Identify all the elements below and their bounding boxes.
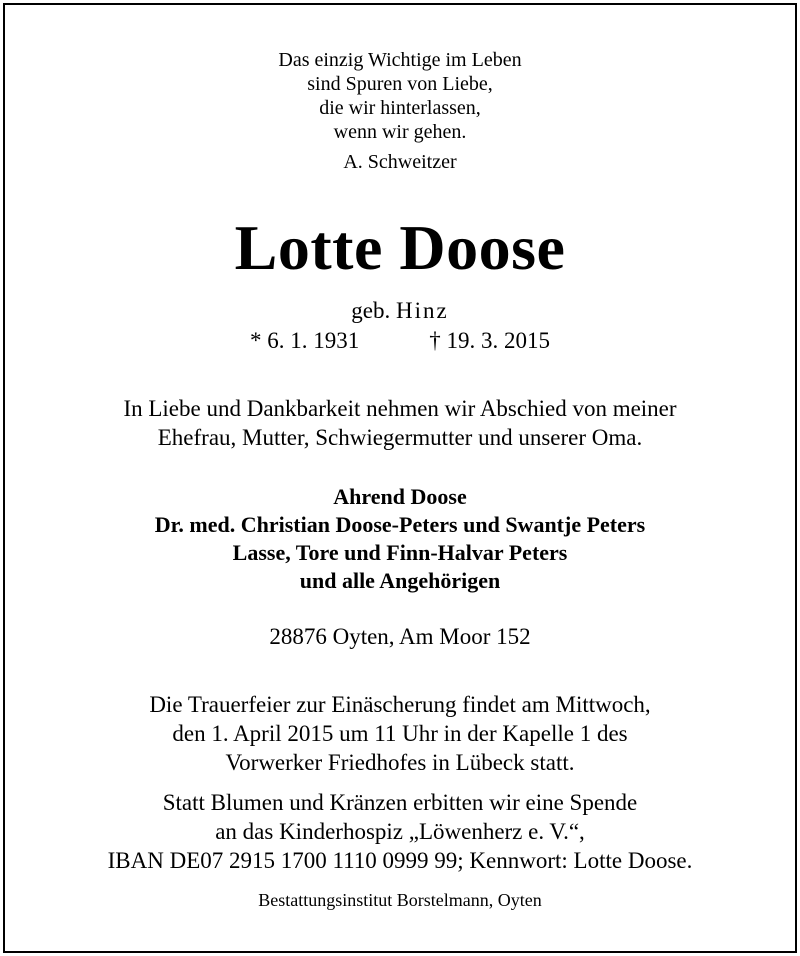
quote-line: wenn wir gehen. (333, 121, 467, 143)
donation-line: IBAN DE07 2915 1700 1110 0999 99; Kennwort: Lotte Doose. (107, 848, 693, 873)
quote-author: A. Schweitzer (343, 151, 457, 173)
funeral-home: Bestattungsinstitut Borstelmann, Oyten (258, 890, 542, 910)
service-info (0, 690, 800, 777)
quote (0, 48, 800, 144)
mourner: Lasse, Tore und Finn-Halvar Peters (232, 540, 568, 565)
donation-line: Statt Blumen und Kränzen erbitten wir eine Spende (162, 790, 638, 815)
farewell-line: Ehefrau, Mutter, Schwiegermutter und unserer Oma. (157, 425, 643, 450)
mourner: und alle Angehörigen (299, 568, 501, 593)
farewell-line: In Liebe und Dankbarkeit nehmen wir Abschied von meiner (123, 396, 677, 421)
quote-line: die wir hinterlassen, (319, 97, 481, 119)
donation-line: an das Kinderhospiz „Löwenherz e. V.“, (215, 819, 585, 844)
mourner: Dr. med. Christian Doose-Peters und Swantje Peters (154, 512, 646, 537)
death-date: † 19. 3. 2015 (429, 328, 550, 353)
farewell-text (0, 394, 800, 452)
quote-line: sind Spuren von Liebe, (307, 73, 493, 95)
birth-date: * 6. 1. 1931 (250, 328, 360, 353)
born-name: Hinz (396, 298, 449, 323)
service-line: Vorwerker Friedhofes in Lübeck statt. (225, 750, 575, 775)
donation-info (0, 788, 800, 875)
life-dates (0, 327, 800, 355)
quote-line: Das einzig Wichtige im Leben (278, 49, 522, 71)
mourners-list (0, 483, 800, 595)
deceased-name: Lotte Doose (234, 212, 566, 283)
mourner: Ahrend Doose (333, 484, 467, 509)
service-line: den 1. April 2015 um 11 Uhr in der Kapelle 1 des (172, 721, 628, 746)
address: 28876 Oyten, Am Moor 152 (269, 624, 531, 649)
born-prefix: geb. (351, 298, 391, 323)
maiden-name (0, 297, 800, 325)
service-line: Die Trauerfeier zur Einäscherung findet am Mittwoch, (149, 692, 651, 717)
